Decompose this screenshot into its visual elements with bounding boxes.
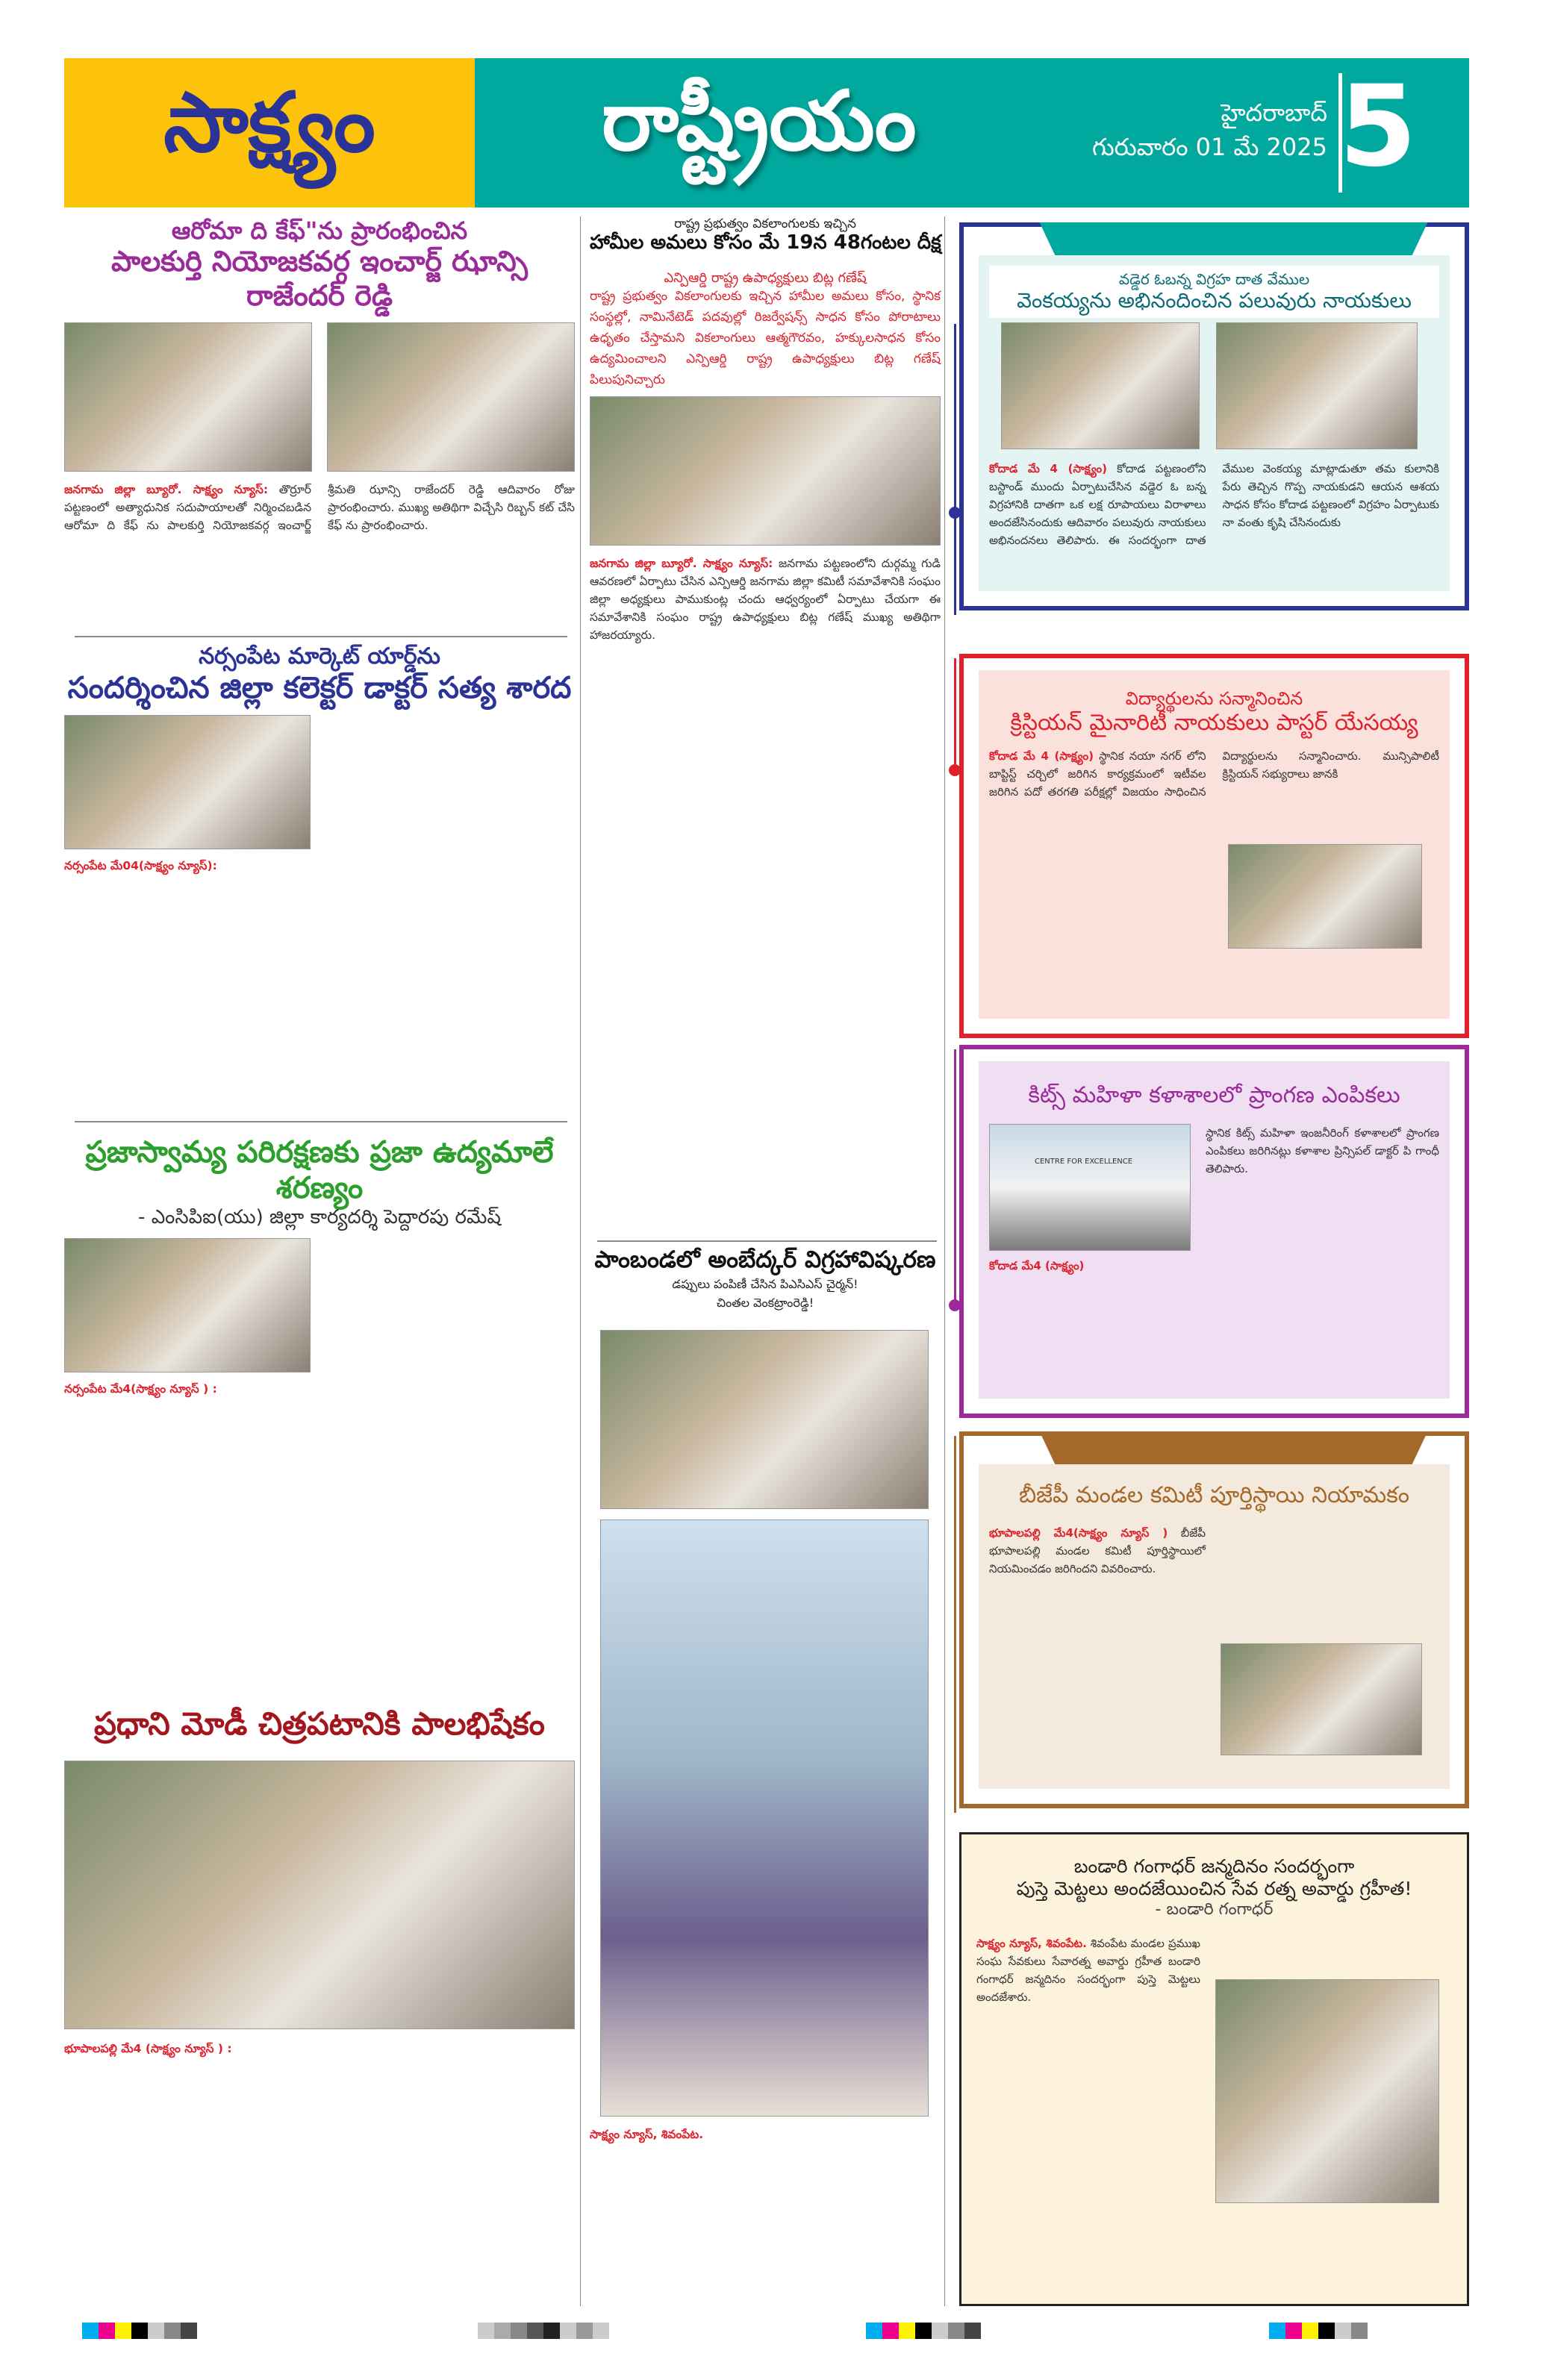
article-body: సాక్ష్యం న్యూస్, శివంపేట. శివంపేట మండల ప్రముఖ సంఘ సేవకులు సేవారత్న అవార్డు గ్రహీత బండారి గంగాధర్ జన్మదినం సందర్భంగా పుస్తె మెట్టలు అందజేశారు.	[976, 1937, 1200, 2005]
news-box-gangadhar	[959, 1832, 1469, 2306]
article-headline: పాలకుర్తి నియోజకవర్గ ఇంచార్జ్ ఝాన్సి రాజేందర్ రెడ్డి	[111, 245, 528, 312]
article-headline: పాంబండలో అంబేద్కర్ విగ్రహావిష్కరణ	[594, 1246, 936, 1273]
divider	[597, 1240, 937, 1242]
edition-date: గురువారం 01 మే 2025	[1091, 133, 1327, 161]
news-box-pastor	[959, 654, 1469, 1038]
photo	[1001, 322, 1200, 449]
newspaper-logo: సాక్ష్యం	[64, 58, 475, 207]
section-banner	[475, 58, 1469, 207]
article-headline: ప్రజాస్వామ్య పరిరక్షణకు ప్రజా ఉద్యమాలే శరణ్యం	[85, 1135, 554, 1205]
article-subhead: ఎన్పిఆర్డి రాష్ట్ర ఉపాధ్యక్షులు బిట్ల గణేష్	[664, 269, 867, 286]
article-headline: క్రిస్టియన్ మైనారిటీ నాయకులు పాస్టర్ యేసయ్య	[1010, 709, 1418, 736]
article-body: సాక్ష్యం న్యూస్, శివంపేట.	[590, 2127, 704, 2141]
article-headline: బీజేపీ మండల కమిటీ పూర్తిస్థాయి నియామకం	[1018, 1482, 1410, 1508]
article-kicker: రాష్ట్ర ప్రభుత్వం వికలాంగులకు ఇచ్చిన	[674, 216, 856, 231]
article-byline: - బండారి గంగాధర్	[1155, 1900, 1274, 1919]
photo	[327, 322, 575, 472]
article-kicker: నర్సంపేట మార్కెట్ యార్డ్‌ను	[199, 643, 440, 669]
article-subhead: డప్పులు పంపిణీ చేసిన పిఎసిఎస్ చైర్మన్!	[672, 1277, 858, 1292]
article-ambedkar-statue	[590, 1246, 941, 2143]
article-body: జనగామ జిల్లా బ్యూరో. సాక్ష్యం న్యూస్: జనగామ పట్టణంలోని దుర్గమ్మ గుడి ఆవరణలో ఏర్పాటు చేసిన ఎన్పిఆర్డి జనగామ జిల్లా కమిటీ సమావేశానికి సంఘం జిల్లా అధ్యక్షులు పాముకుంట్ల చందు ఆధ్వర్యంలో ఏర్పాటు చేయగా ఈ సమావేశానికి సంఘం రాష్ట్ర ఉపాధ్యక్షులు బిట్ల గణేష్ ముఖ్య అతిథిగా హాజరయ్యారు.	[590, 557, 941, 643]
print-color-bar	[478, 2323, 609, 2339]
photo	[64, 1238, 311, 1372]
article-body: కోదాడ మే 4 (సాక్ష్యం) స్థానిక నయా నగర్ లోని బాప్టిస్ట్ చర్చిలో జరిగిన కార్యక్రమంలో ఇటీవల జరిగిన పదో తరగతి పరీక్షల్లో విజయం సాధించిన విద్యార్థులను సన్మానించారు. మున్సిపాలిటీ క్రిస్టియన్ సభ్యురాలు జానకి	[989, 749, 1439, 799]
article-collector-visit	[64, 643, 575, 875]
article-kicker: బండారి గంగాధర్ జన్మదినం సందర్భంగా	[1073, 1855, 1355, 1877]
print-color-bar	[1269, 2323, 1368, 2339]
edition-city: హైదరాబాద్	[1221, 99, 1327, 127]
article-cafe	[64, 216, 575, 660]
article-headline: సందర్శించిన జిల్లా కలెక్టర్ డాక్టర్ సత్య శారద	[67, 671, 572, 705]
article-democracy	[64, 1134, 575, 1398]
photo	[1221, 1643, 1422, 1755]
article-body: నర్సంపేట మే4(సాక్ష్యం న్యూస్ ) :	[64, 1382, 217, 1396]
print-color-bar	[866, 2323, 981, 2339]
article-headline: ప్రధాని మోడీ చిత్రపటానికి పాలభిషేకం	[94, 1705, 545, 1742]
photo	[600, 1330, 929, 1509]
article-body: నర్సంపేట మే04(సాక్ష్యం న్యూస్):	[64, 859, 217, 872]
photo	[1215, 1979, 1439, 2203]
column-divider	[580, 216, 581, 2306]
article-headline: వెంకయ్యను అభినందించిన పలువురు నాయకులు	[1017, 288, 1412, 313]
article-headline: కిట్స్ మహిళా కళాశాలలో ప్రాంగణ ఎంపికలు	[1028, 1082, 1400, 1108]
divider	[75, 636, 567, 637]
article-subhead: చింతల వెంకట్రాంరెడ్డి!	[716, 1296, 814, 1311]
photo: CENTRE FOR EXCELLENCE	[989, 1124, 1191, 1251]
photo	[64, 1761, 575, 2029]
photo	[64, 322, 312, 472]
article-modi-portrait	[64, 1705, 575, 2058]
photo	[1216, 322, 1418, 449]
article-kicker: ఆరోమా ది కేఫ్"ను ప్రారంభించిన	[171, 216, 468, 245]
news-box-kits-college: కిట్స్ మహిళా కళాశాలలో ప్రాంగణ ఎంపికలు CENTRE FOR EXCELLENCE స్థానిక కిట్స్ మహిళా ఇంజనీరింగ్ కళాశాలలో ప్రాంగణ ఎంపికలు జరిగినట్లు కళాశాల ప్రిన్సిపల్ డాక్టర్ పి గాంధీ తెలిపారు. కోదాడ మే4 (సాక్ష్యం)	[959, 1045, 1469, 1418]
divider	[75, 1121, 567, 1122]
article-kicker: విద్యార్థులను సన్మానించిన	[1125, 688, 1303, 709]
print-color-bar	[82, 2323, 197, 2339]
news-box-bjp	[959, 1431, 1469, 1808]
section-title: రాష్ట్రీయం	[602, 73, 917, 169]
edition-info	[1092, 96, 1327, 164]
article-body: స్థానిక కిట్స్ మహిళా ఇంజనీరింగ్ కళాశాలలో ప్రాంగణ ఎంపికలు జరిగినట్లు కళాశాల ప్రిన్సిపల్ డాక్టర్ పి గాంధీ తెలిపారు.	[1206, 1126, 1439, 1175]
box-tab	[1040, 222, 1428, 255]
article-lead: రాష్ట్ర ప్రభుత్వం వికలాంగులకు ఇచ్చిన హామీల అమలు కోసం, స్థానిక సంస్థల్లో, నామినేటెడ్ పదవుల్లో రిజర్వేషన్స్ సాధన కోసం పోరాటాలు ఉధృతం చేస్తామని వికలాంగులు ఆత్మగౌరవం, హక్కులసాధన కోసం ఉద్యమించాలని ఎన్పిఆర్డి రాష్ట్ర ఉపాధ్యక్షులు బిట్ల గణేష్ పిలుపునిచ్చారు	[590, 289, 941, 388]
page-number: 5	[1338, 62, 1417, 192]
news-box-vemula	[959, 222, 1469, 610]
article-kicker: వడ్డెర ఓబన్న విగ్రహ దాత వేముల	[1118, 270, 1310, 288]
article-headline: పుస్తె మెట్టలు అందజేయించిన సేవ రత్న అవార్డు గ్రహీత!	[1016, 1878, 1412, 1899]
box-tab	[1040, 1431, 1428, 1464]
column-divider	[944, 216, 945, 2306]
photo	[600, 1519, 929, 2117]
photo	[590, 396, 941, 546]
photo	[1228, 844, 1422, 949]
article-byline: - ఎంసిపిఐ(యు) జిల్లా కార్యదర్శి పెద్దారపు రమేష్	[138, 1206, 501, 1228]
article-body: జనగామ జిల్లా బ్యూరో. సాక్ష్యం న్యూస్: తొర్రూర్ పట్టణంలో అత్యాధునిక సదుపాయాలతో నిర్మించబడిన ఆరోమా ది కేఫ్ ను పాలకుర్తి నియోజకవర్గ ఇంచార్జ్ శ్రీమతి ఝాన్సి రాజేందర్ రెడ్డి ఆదివారం రోజు ప్రారంభించారు. ముఖ్య అతిథిగా విచ్చేసి రిబ్బన్ కట్ చేసి కేఫ్ ను ప్రారంభించారు.	[64, 482, 575, 532]
article-headline: హామీల అమలు కోసం మే 19న 48గంటల దీక్ష	[590, 231, 941, 254]
article-body: భూపాలపల్లి మే4 (సాక్ష్యం న్యూస్ ) :	[64, 2042, 232, 2056]
article-body: కోదాడ మే 4 (సాక్ష్యం) కోదాడ పట్టణంలోని బస్టాండ్ ముందు ఏర్పాటుచేసిన వడ్డెర ఓ బన్న విగ్రహానికి దాతగా ఒక లక్ష రూపాయలు విరాళాలు అందజేసినందుకు ఆదివారం పలువురు నాయకులు అభినందనలు తెలిపారు. ఈ సందర్భంగా దాత వేముల వెంకయ్య మాట్లాడుతూ తమ కులానికి పేరు తెచ్చిన గొప్ప నాయకుడని ఆయన ఆశయ సాధన కోసం కోదాడ పట్టణంలో విగ్రహం ఏర్పాటుకు నా వంతు కృషి చేసినందుకు	[989, 461, 1439, 547]
article-body: భూపాలపల్లి మే4(సాక్ష్యం న్యూస్ ) బీజేపీ భూపాలపల్లి మండల కమిటీ పూర్తిస్థాయిలో నియమించడం జరిగిందని వివరించారు.	[989, 1526, 1206, 1575]
photo	[64, 715, 311, 849]
article-disabled-rights	[590, 216, 941, 644]
